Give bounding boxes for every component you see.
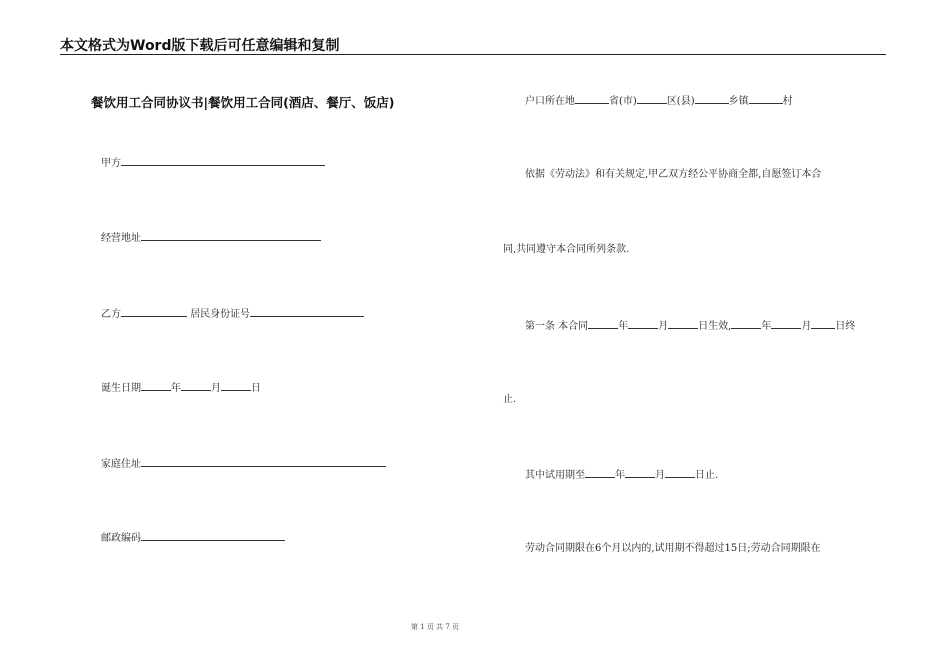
probation-line xyxy=(525,467,718,483)
postal-code-blank xyxy=(141,530,285,541)
page-header xyxy=(60,34,886,55)
document-title: 餐饮用工合同协议书|餐饮用工合同(酒店、餐厅、饭店) xyxy=(91,95,395,110)
id-number-label: 居民身份证号 xyxy=(190,309,251,320)
article-1-label: 第一条 本合同 xyxy=(525,321,589,332)
end-month-blank xyxy=(771,318,801,329)
birth-year-blank xyxy=(141,380,171,391)
birth-date-line xyxy=(101,380,261,396)
home-address-label: 家庭住址 xyxy=(101,459,141,470)
province-label: 省(市) xyxy=(609,96,637,107)
probation-end-label: 日止. xyxy=(695,470,719,481)
birth-month-blank xyxy=(181,380,211,391)
article-1-end: 止. xyxy=(503,394,517,405)
birth-month-label: 月 xyxy=(211,383,221,394)
party-a-line xyxy=(101,155,325,171)
end-month-label: 月 xyxy=(801,321,812,332)
article-1-line xyxy=(525,318,855,334)
party-b-blank xyxy=(121,306,187,317)
village-label: 村 xyxy=(782,96,793,107)
page-footer: 第 1 页 共 7 页 xyxy=(410,623,460,631)
party-b-line xyxy=(101,306,364,322)
probation-day-blank xyxy=(665,467,695,478)
id-number-blank xyxy=(250,306,364,317)
start-month-label: 月 xyxy=(658,321,669,332)
effective-label: 日生效, xyxy=(698,321,732,332)
end-year-blank xyxy=(731,318,761,329)
village-blank xyxy=(749,93,783,104)
probation-label: 其中试用期至 xyxy=(525,470,585,481)
birth-date-label: 诞生日期 xyxy=(101,383,141,394)
end-day-blank xyxy=(811,318,835,329)
address-line xyxy=(101,230,321,246)
district-blank xyxy=(637,93,667,104)
start-day-blank xyxy=(668,318,698,329)
birth-year-label: 年 xyxy=(171,383,181,394)
birth-day-label: 日 xyxy=(251,383,261,394)
law-paragraph-line-2: 同,共同遵守本合同所列条款. xyxy=(503,244,630,255)
probation-month-blank xyxy=(625,467,655,478)
header-title: 本文格式为Word版下载后可任意编辑和复制 xyxy=(60,38,340,54)
household-label: 户口所在地 xyxy=(525,96,575,107)
postal-code-label: 邮政编码 xyxy=(101,533,141,544)
probation-year-label: 年 xyxy=(615,470,625,481)
address-label: 经营地址 xyxy=(101,233,141,244)
party-a-label: 甲方 xyxy=(101,158,121,169)
probation-month-label: 月 xyxy=(655,470,665,481)
province-blank xyxy=(575,93,609,104)
start-year-blank xyxy=(588,318,618,329)
postal-code-line xyxy=(101,530,285,546)
end-day-label: 日终 xyxy=(835,321,856,332)
law-paragraph-line-1: 依据《劳动法》和有关规定,甲乙双方经公平协商全都,自愿签订本合 xyxy=(525,169,822,180)
start-year-label: 年 xyxy=(618,321,629,332)
end-year-label: 年 xyxy=(761,321,772,332)
home-address-blank xyxy=(141,456,386,467)
party-a-blank xyxy=(121,155,325,166)
address-blank xyxy=(141,230,321,241)
party-b-label: 乙方 xyxy=(101,309,121,320)
birth-day-blank xyxy=(221,380,251,391)
town-blank xyxy=(695,93,729,104)
home-address-line xyxy=(101,456,386,472)
start-month-blank xyxy=(628,318,658,329)
term-paragraph: 劳动合同期限在6个月以内的,试用期不得超过15日;劳动合同期限在 xyxy=(525,543,821,554)
district-label: 区(县) xyxy=(666,96,695,107)
town-label: 乡镇 xyxy=(728,96,749,107)
household-line xyxy=(525,93,793,109)
probation-year-blank xyxy=(585,467,615,478)
